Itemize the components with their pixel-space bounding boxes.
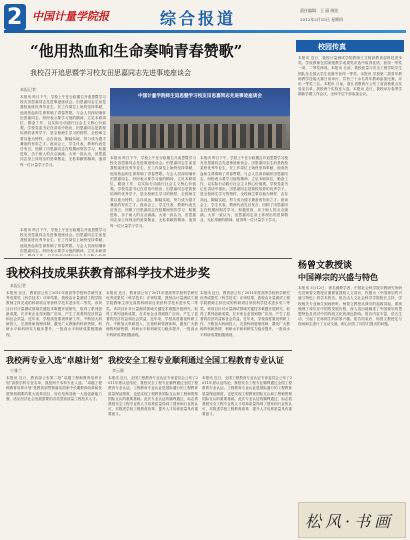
lead-body-col3: 本报讯 昨日下午，学校上午在行政楼召开追思暨学习校友田思嘉同志先进事迹座谈会。田思嘉同志生前是我校某班优秀毕业生，在工作岗位上始终坚持奉献，他用热血和生命奏响了青春赞歌。与会人员深切缅怀田思嘉同志，纷纷表示要学习他的精神，立足本职岗位，勤奋工作，以实际行动践行社会主义核心价值观。学校党委书记在讲话中指出，田思嘉同志是我校培养的优秀学子，是全校师生学习的榜样，全校师生要以他为榜样，志存高远，脚踏实地，努力成为德才兼备的有用之才。座谈会上，学生代表、教师代表先后发言，回顾了田思嘉同志在校期间刻苦学习、积极进取、乐于助人的点点滴滴。大家一致认为，田思嘉同志身上体现出的爱岗敬业、无私奉献的精神，值得每一位计量学子学习。: [200, 156, 288, 223]
side-subheadline: 中国禅宗的兴盛与特色: [298, 272, 378, 282]
safety-headline: 我校安全工程专业顺利通过全国工程教育专业认证: [108, 355, 284, 365]
calligraphy-image: [298, 502, 406, 538]
tutor-byline: 宁雅兰: [10, 368, 22, 373]
issue-date: 2012年3月15日 星期四: [300, 17, 344, 22]
sidebar-title: 校园传真: [318, 42, 346, 51]
sidebar-title-bar: [296, 40, 404, 52]
science-body-col1: 本报讯 近日，教育部公布了2011年度高等学校科学研究优秀成果奖（科学技术）评审结果，我校由计量测试工程学院教师主持完成的科研项目荣获科学技术进步奖二等奖。该项目针对计量测试领域关键技术难题开展研究，取得了系列创新成果，在多家企业得到推广应用，产生了显著的经济效益和社会效益。近年来，学校高度重视科研工作，不断加大科研投入，完善科研管理体制，激发广大教师的科研热情，科研水平和科研实力稳步提升，一批高水平科研成果相继涌现。: [6, 291, 102, 337]
science-body-col2: 本报讯 近日，教育部公布了2011年度高等学校科学研究优秀成果奖（科学技术）评审结果，我校由计量测试工程学院教师主持完成的科研项目荣获科学技术进步奖二等奖。该项目针对计量测试领域关键技术难题开展研究，取得了系列创新成果，在多家企业得到推广应用，产生了显著的经济效益和社会效益。近年来，学校高度重视科研工作，不断加大科研投入，完善科研管理体制，激发广大教师的科研热情，科研水平和科研实力稳步提升，一批高水平科研成果相继涌现。: [106, 291, 198, 337]
tutor-headline: 我校两专业入选“卓越计划”: [6, 355, 104, 365]
side-body: 本报讯 3月12日，著名佛教学者、中国社会科学院宗教研究所研究员杨曾文教授应邀做客我校人文讲坛，作题为《中国禅宗的兴盛与特色》的学术报告。报告由人文社会科学学院院长主持，学校相关专业师生到场聆听。杨曾文教授从禅宗的起源讲起，系统梳理了禅宗在中国的发展历程，深入浅出地阐述了中国禅宗的思想特色及其对中国传统文化的深远影响。报告内容丰富，语言生动，引起了在场师生的浓厚兴趣。报告结束后，杨曾文教授还与现场师生进行了互动交流，耐心回答了同学们提出的问题。: [298, 286, 402, 327]
section-title: 综合报道: [160, 9, 237, 28]
sidebar-body: 本报讯 近日，我校计量测试学院教师王文柯获教育部科技进步奖。学校教师在国家级教学成果奖评选中取得佳绩，获得一等奖一项、二等奖两项。本报讯 日前，我校质量与安全工程学院学生团队在全国大学生竞赛中获得一等奖。本报讯 学校第二届青年教师教学技能大赛日前举行，共有三十余名青年教师参加比赛，评出一等奖三名。本报讯 日前，浙江省教育厅公布了省高校重点实验室名单，我校两个实验室入选。本报讯 近日，我校举办春季学期新学期工作会议，全体中层干部参加会议。: [298, 56, 402, 97]
lead-body-col2: 本报讯 昨日下午，学校上午在行政楼召开追思暨学习校友田思嘉同志先进事迹座谈会。田思嘉同志生前是我校某班优秀毕业生，在工作岗位上始终坚持奉献，他用热血和生命奏响了青春赞歌。与会人员深切缅怀田思嘉同志，纷纷表示要学习他的精神，立足本职岗位，勤奋工作，以实际行动践行社会主义核心价值观。学校党委书记在讲话中指出，田思嘉同志是我校培养的优秀学子，是全校师生学习的榜样，全校师生要以他为榜样，志存高远，脚踏实地，努力成为德才兼备的有用之才。座谈会上，学生代表、教师代表先后发言，回顾了田思嘉同志在校期间刻苦学习、积极进取、乐于助人的点点滴滴。大家一致认为，田思嘉同志身上体现出的爱岗敬业、无私奉献的精神，值得每一位计量学子学习。: [110, 156, 196, 228]
side-headline: 杨曾文教授谈: [298, 261, 353, 271]
lead-body-col1: 本报讯 昨日下午，学校上午在行政楼召开追思暨学习校友田思嘉同志先进事迹座谈会。田思嘉同志生前是我校某班优秀毕业生，在工作岗位上始终坚持奉献，他用热血和生命奏响了青春赞歌。与会人员深切缅怀田思嘉同志，纷纷表示要学习他的精神，立足本职岗位，勤奋工作，以实际行动践行社会主义核心价值观。学校党委书记在讲话中指出，田思嘉同志是我校培养的优秀学子，是全校师生学习的榜样，全校师生要以他为榜样，志存高远，脚踏实地，努力成为德才兼备的有用之才。座谈会上，学生代表、教师代表先后发言，回顾了田思嘉同志在校期间刻苦学习、积极进取、乐于助人的点点滴滴。大家一致认为，田思嘉同志身上体现出的爱岗敬业、无私奉献的精神，值得每一位计量学子学习。: [20, 95, 106, 167]
lead-photo-banner: 中国计量学院师生追思暨学习校友田思嘉同志先进事迹座谈会: [137, 94, 263, 99]
divider-middle: [4, 258, 292, 259]
lead-subheadline: 我校召开追思暨学习校友田思嘉同志先进事迹座谈会: [30, 69, 191, 77]
paper-name: 中国计量学院报: [32, 10, 109, 23]
science-byline: 本报记者: [10, 283, 26, 288]
lead-headline: “他用热血和生命奏响青春赞歌”: [30, 42, 243, 60]
science-body-col3: 本报讯 近日，教育部公布了2011年度高等学校科学研究优秀成果奖（科学技术）评审结果，我校由计量测试工程学院教师主持完成的科研项目荣获科学技术进步奖二等奖。该项目针对计量测试领域关键技术难题开展研究，取得了系列创新成果，在多家企业得到推广应用，产生了显著的经济效益和社会效益。近年来，学校高度重视科研工作，不断加大科研投入，完善科研管理体制，激发广大教师的科研热情，科研水平和科研实力稳步提升，一批高水平科研成果相继涌现。: [200, 291, 290, 337]
safety-body-col1: 本报讯 近日，全国工程教育专业认证专家委员会公布了2011年度认证结论，我校安全工程专业顺利通过全国工程教育专业认证。工程教育专业认证是国际通行的工程教育质量保证制度，也是实现工程教育国际互认和工程师资格国际互认的重要基础。此次专业认证的顺利通过，标志着我校安全工程专业的人才培养质量得到了国家和行业的认可，对推进学校工程教育改革、提升人才培养质量具有重要意义。: [108, 376, 198, 417]
lead-body-col1b: 本报讯 昨日下午，学校上午在行政楼召开追思暨学习校友田思嘉同志先进事迹座谈会。田思嘉同志生前是我校某班优秀毕业生，在工作岗位上始终坚持奉献，他用热血和生命奏响了青春赞歌。与会人员深切缅怀田思嘉同志，纷纷表示要学习他的精神，立足本职岗: [20, 228, 106, 253]
page-number: 2: [7, 5, 23, 30]
editor-line: 责任编辑：王 丽 顾佳: [300, 8, 339, 13]
science-headline: 我校科技成果获教育部科学技术进步奖: [6, 266, 211, 280]
lead-photo: [110, 88, 290, 150]
safety-body-col2: 本报讯 近日，全国工程教育专业认证专家委员会公布了2011年度认证结论，我校安全工程专业顺利通过全国工程教育专业认证。工程教育专业认证是国际通行的工程教育质量保证制度，也是实现工程教育国际互认和工程师资格国际互认的重要基础。此次专业认证的顺利通过，标志着我校安全工程专业的人才培养质量得到了国家和行业的认可，对推进学校工程教育改革、提升人才培养质量具有重要意义。: [202, 376, 292, 417]
lead-photo-audience: [114, 124, 286, 148]
safety-byline: 李云静: [112, 368, 124, 373]
calligraphy-text: 松风·书画: [305, 512, 395, 531]
tutor-body: 本报讯 近日，教育部公布第二批“卓越工程师教育培养计划”高校学科专业名单，我校两个本科专业入选。“卓越工程师教育培养计划”是教育部贯彻落实国家中长期教育改革和发展规划纲要的重大改革项目，旨在培养造就一大批创新能力强、适应经济社会发展需要的各类型高质量工程技术人才。: [6, 376, 102, 401]
lead-byline: 本报记者: [20, 87, 36, 92]
divider-lower: [4, 350, 292, 351]
masthead-rule: [4, 30, 406, 33]
